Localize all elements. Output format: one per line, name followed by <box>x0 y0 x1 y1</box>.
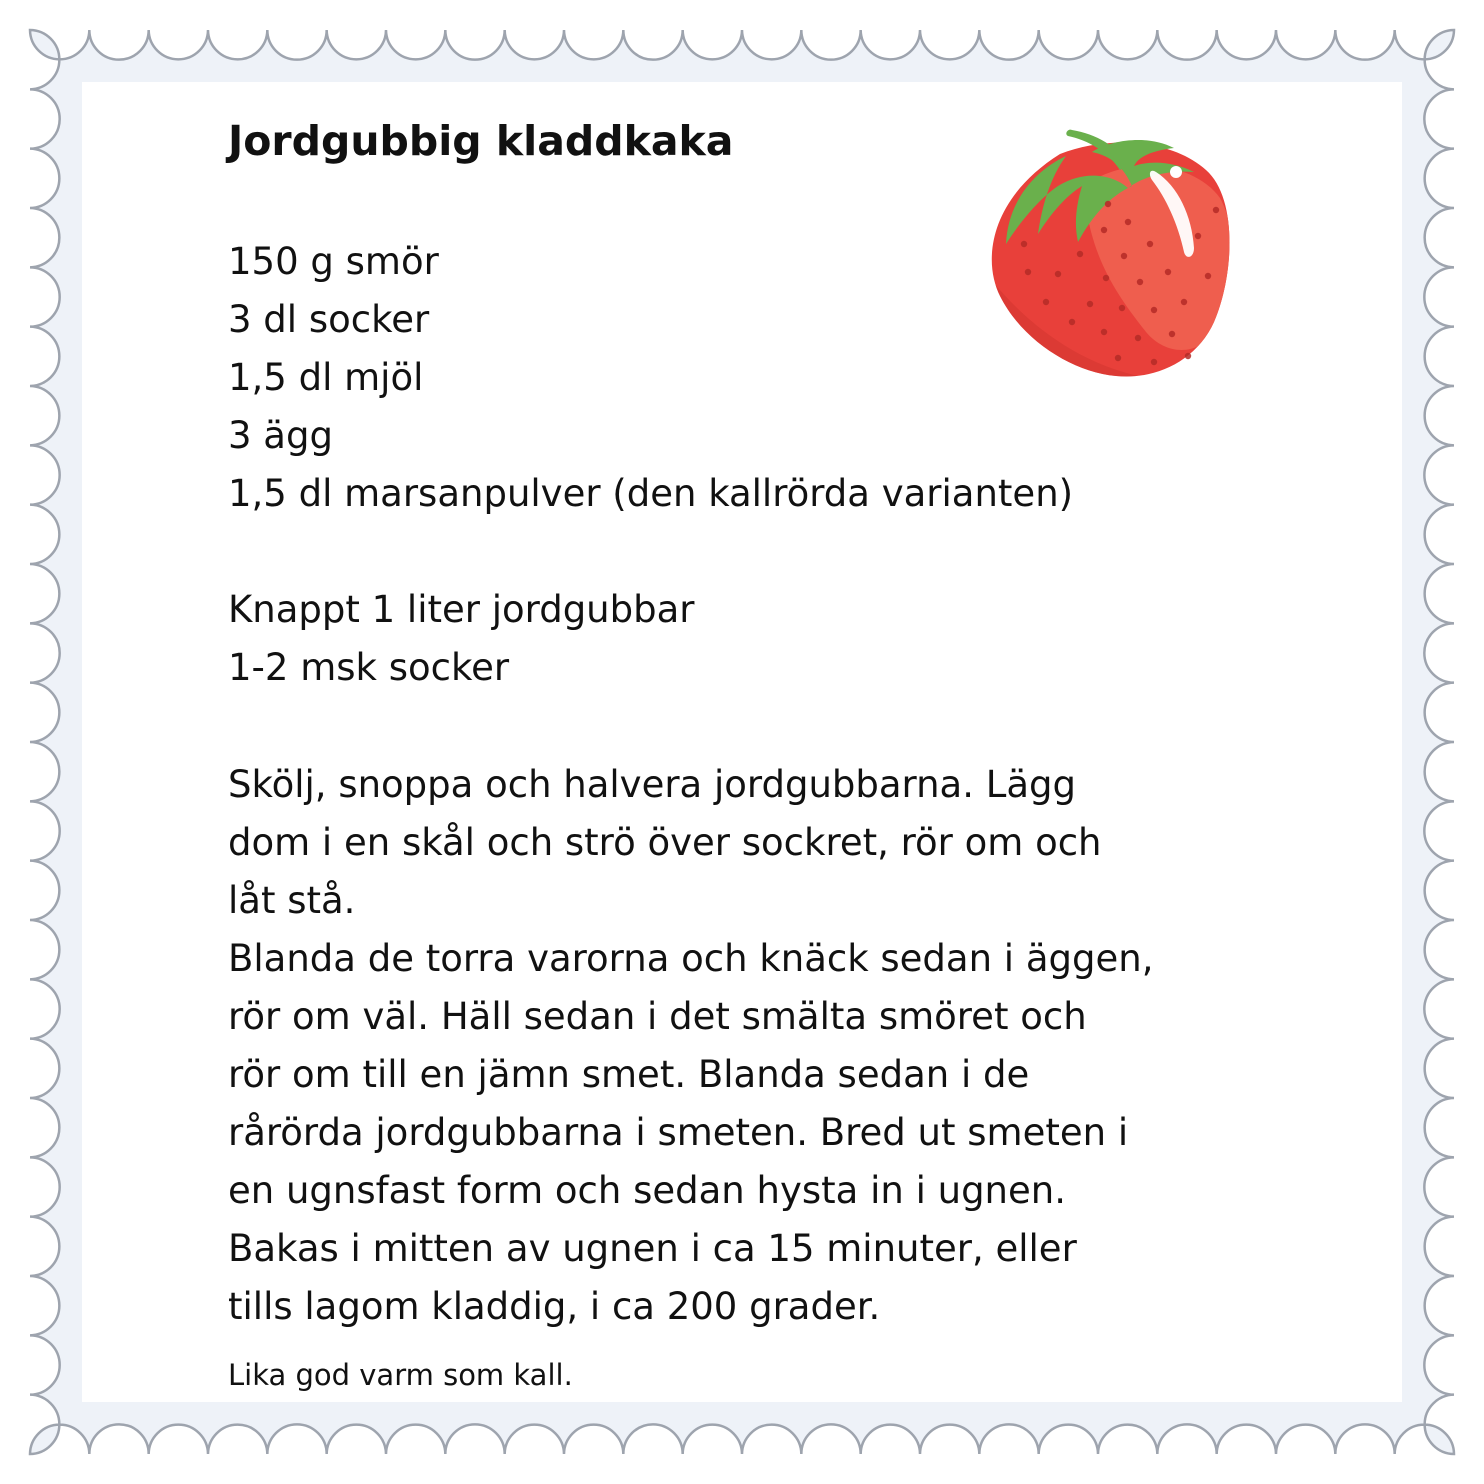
ingredient-line: Knappt 1 liter jordgubbar <box>228 588 695 631</box>
ingredient-line: 1,5 dl mjöl <box>228 356 424 399</box>
recipe-title: Jordgubbig kladdkaka <box>228 117 734 165</box>
ingredient-line: 3 ägg <box>228 414 333 457</box>
method-line: rör om väl. Häll sedan i det smälta smöret och <box>228 995 1087 1038</box>
method-line: Skölj, snoppa och halvera jordgubbarna. Lägg <box>228 763 1077 806</box>
method-line: rör om till en jämn smet. Blanda sedan i de <box>228 1053 1030 1096</box>
method-line: en ugnsfast form och sedan hysta in i ugnen. <box>228 1169 1066 1212</box>
ingredient-line: 1-2 msk socker <box>228 646 510 689</box>
method-line: rårörda jordgubbarna i smeten. Bred ut smeten i <box>228 1111 1129 1154</box>
method-line: Bakas i mitten av ugnen i ca 15 minuter, eller <box>228 1227 1077 1270</box>
ingredient-line: 1,5 dl marsanpulver (den kallrörda varianten) <box>228 472 1074 515</box>
footer-note: Lika god varm som kall. <box>228 1358 573 1392</box>
method-line: dom i en skål och strö över sockret, rör om och <box>228 821 1102 864</box>
method-line: tills lagom kladdig, i ca 200 grader. <box>228 1285 881 1328</box>
ingredient-line: 3 dl socker <box>228 298 430 341</box>
strawberry-icon <box>988 126 1246 386</box>
ingredient-line: 150 g smör <box>228 240 439 283</box>
method-line: låt stå. <box>228 879 356 922</box>
method-line: Blanda de torra varorna och knäck sedan i äggen, <box>228 937 1154 980</box>
recipe-card <box>82 82 1402 1402</box>
